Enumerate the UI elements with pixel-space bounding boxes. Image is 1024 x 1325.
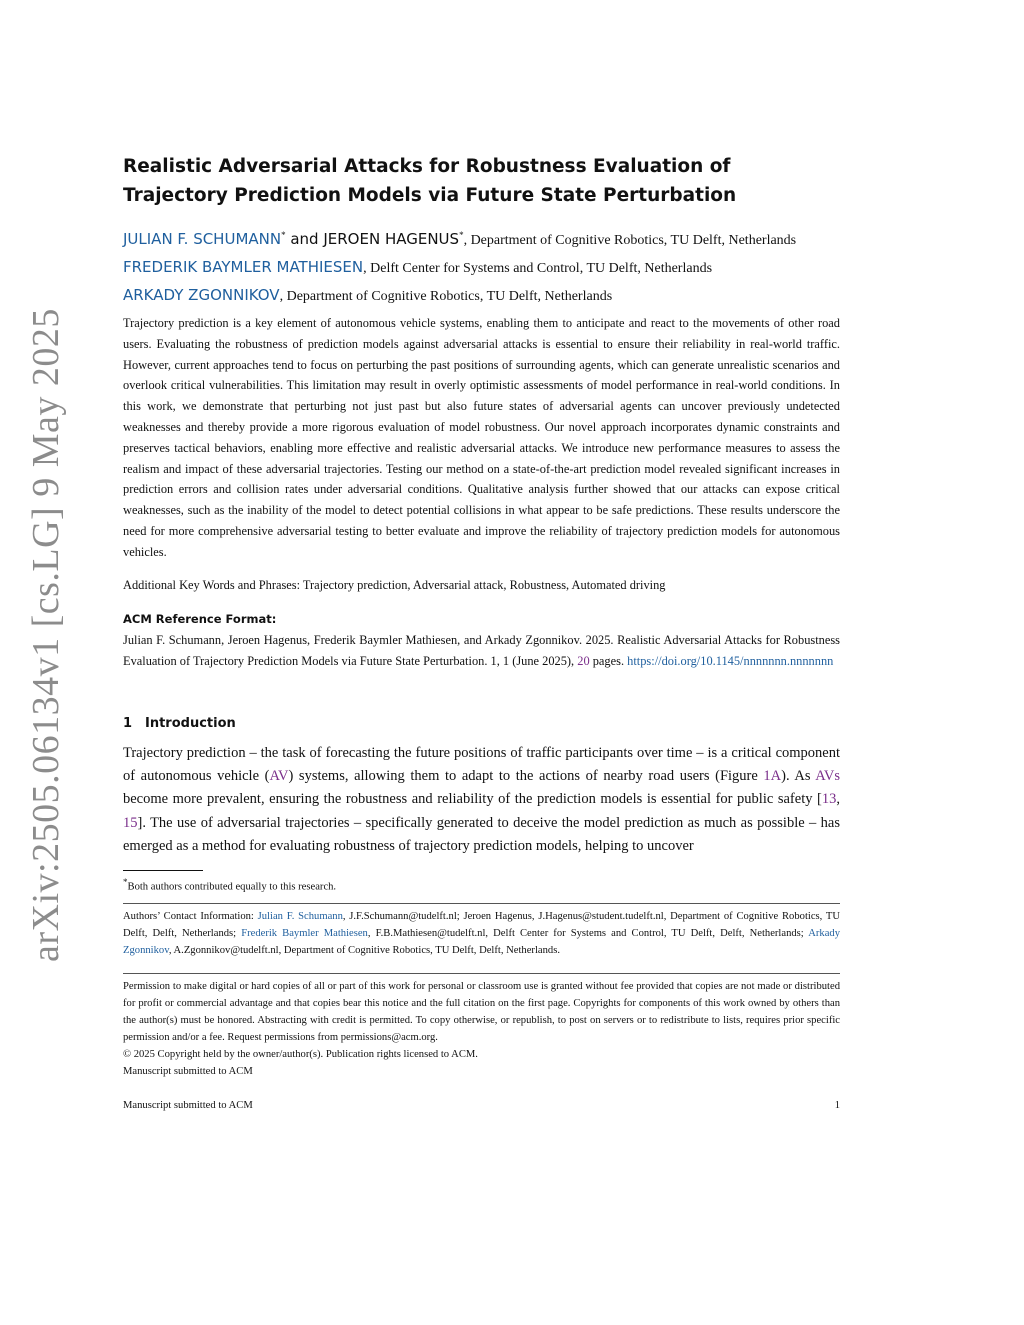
permission-notice xyxy=(123,978,840,1080)
pages-word: pages. xyxy=(589,653,628,668)
author-conjunction: and xyxy=(285,229,324,248)
author-link-schumann[interactable]: JULIAN F. SCHUMANN xyxy=(123,229,282,248)
footnote-divider xyxy=(123,870,203,871)
paper-title: Realistic Adversarial Attacks for Robustness Evaluation of Trajectory Prediction Models via Future State Perturbation xyxy=(123,156,737,206)
section-heading-introduction xyxy=(123,716,840,731)
citation-link-13[interactable]: 13 xyxy=(821,791,837,808)
intro-text: become more prevalent, ensuring the robustness and reliability of the prediction models is essential for public safety [ xyxy=(123,791,822,808)
section-number: 1 xyxy=(123,716,133,731)
equal-contribution-mark: * xyxy=(459,230,464,240)
abstract-text: Trajectory prediction is a key element of autonomous vehicle systems, enabling them to anticipate and react to the movements of other road users. Evaluating the robustness of prediction models against adversarial attacks is essential to ensure their reliability in real-world traffic. However, current approaches tend to focus on perturbing the past positions of surrounding agents, which can generate unrealistic scenarios and overlook critical vulnerabilities. This limitation may result in overly optimistic assessments of model performance in real-world conditions. In this work, we demonstrate that perturbing not just past but also future states of adversarial agents can uncover previously undetected weaknesses and thereby provide a more rigorous evaluation of model robustness. Our novel approach incorporates dynamic constraints and preserves tactical behaviors, enabling more effective and realistic adversarial attacks. We introduce new performance measures to assess the realism and impact of these adversarial trajectories. Testing our method on a state-of-the-art prediction model revealed significant increases in prediction errors and collision rates under adversarial conditions. Qualitative analysis further showed that our attacks can expose critical weaknesses, such as the inability of the model to detect potential collisions in what appear to be safe predictions. These results underscore the need for more comprehensive adversarial testing to better evaluate and improve the reliability of trajectory prediction models for autonomous vehicles. xyxy=(123,316,840,559)
doi-link[interactable]: https://doi.org/10.1145/nnnnnnn.nnnnnnn xyxy=(627,653,834,668)
author-contact-information xyxy=(123,908,840,959)
intro-text: ). As xyxy=(781,768,816,785)
section-title: Introduction xyxy=(145,716,236,731)
contact-link-mathiesen[interactable]: Frederik Baymler Mathiesen xyxy=(241,928,368,939)
author-block xyxy=(123,222,840,310)
intro-text: Trajectory prediction – the task of forecasting the future positions of traffic participants over time – is a critical component of autonomous vehicle ( xyxy=(123,745,840,785)
permission-divider xyxy=(123,973,840,974)
keywords: Additional Key Words and Phrases: Trajectory prediction, Adversarial attack, Robustness, Automated driving xyxy=(123,578,666,592)
contact-link-schumann[interactable]: Julian F. Schumann xyxy=(257,911,343,922)
permission-text: Permission to make digital or hard copies of all or part of this work for personal or classroom use is granted without fee provided that copies are not made or distributed for profit or commercial advantage and that copies bear this notice and the full citation on the first page. Copyrights for components of this work owned by others than the author(s) must be honored. Abstracting with credit is permitted. To copy otherwise, or republish, to post on servers or to redistribute to lists, requires prior specific permission and/or a fee. Request permissions from permissions@acm.org. xyxy=(123,981,840,1043)
contact-link-zgonnikov[interactable]: Arkady Zgonnikov xyxy=(123,928,840,956)
intro-text: ) systems, allowing them to adapt to the actions of nearby road users (Figure xyxy=(288,768,764,785)
author-link-zgonnikov[interactable]: ARKADY ZGONNIKOV xyxy=(123,285,280,304)
arxiv-identifier-stamp: arXiv:2505.06134v1 [cs.LG] 9 May 2025 xyxy=(25,308,67,962)
citation-link-15[interactable]: 15 xyxy=(123,814,138,831)
author-affiliation: , Department of Cognitive Robotics, TU Delft, Netherlands xyxy=(279,288,613,304)
page-footer xyxy=(123,1100,840,1111)
author-affiliation: , Delft Center for Systems and Control, TU Delft, Netherlands xyxy=(363,260,713,276)
acm-reference-citation: Julian F. Schumann, Jeroen Hagenus, Frederik Baymler Mathiesen, and Arkady Zgonnikov. 2025. Realistic Adversarial Attacks for Robustness Evaluation of Trajectory Prediction Models via Future State Perturbation. 1, 1 (June 2025), xyxy=(123,632,840,668)
acm-reference-text xyxy=(123,630,840,672)
author-link-mathiesen[interactable]: FREDERIK BAYMLER MATHIESEN xyxy=(123,257,364,276)
author-affiliation: , Department of Cognitive Robotics, TU Delft, Netherlands xyxy=(463,232,797,248)
footer-journal: Manuscript submitted to ACM xyxy=(123,1100,253,1111)
footnote-text: Both authors contributed equally to this research. xyxy=(127,881,337,893)
author-name-hagenus: JEROEN HAGENUS xyxy=(323,229,460,248)
author-line-2 xyxy=(123,254,840,282)
copyright-notice: © 2025 Copyright held by the owner/author(s). Publication rights licensed to ACM. xyxy=(123,1049,478,1060)
intro-text: , xyxy=(836,791,840,808)
footnote xyxy=(123,874,840,896)
contact-divider xyxy=(123,903,840,904)
contact-text: , J.F.Schumann@tudelft.nl; Jeroen Hagenus, J.Hagenus@student.tudelft.nl, Department of Cognitive Robotics, TU Delft, Delft, Netherlands; xyxy=(123,911,840,939)
figure-link[interactable]: 1A xyxy=(763,768,782,785)
contact-text: , A.Zgonnikov@tudelft.nl, Department of Cognitive Robotics, TU Delft, Delft, Netherlands. xyxy=(168,945,560,956)
footnote-mark: * xyxy=(123,877,128,887)
author-line-1 xyxy=(123,222,840,254)
acm-reference-heading: ACM Reference Format: xyxy=(123,612,277,626)
introduction-paragraph xyxy=(123,742,840,858)
contact-text: , F.B.Mathiesen@tudelft.nl, Delft Center for Systems and Control, TU Delft, Delft, Netherlands; xyxy=(367,928,809,939)
page-count-link[interactable]: 20 xyxy=(577,653,590,668)
author-line-3 xyxy=(123,282,840,310)
acronym-link-av[interactable]: AV xyxy=(269,768,289,785)
contact-label: Authors’ Contact Information: xyxy=(123,911,258,922)
intro-text: ]. The use of adversarial trajectories – specifically generated to deceive the model prediction as much as possible – has emerged as a method for evaluating robustness of trajectory prediction models, helping to uncover xyxy=(123,814,840,854)
page-number: 1 xyxy=(834,1100,840,1111)
equal-contribution-mark: * xyxy=(281,230,286,240)
acm-reference-format xyxy=(123,609,840,671)
manuscript-note: Manuscript submitted to ACM xyxy=(123,1066,253,1077)
acronym-link-avs[interactable]: AVs xyxy=(815,768,841,785)
